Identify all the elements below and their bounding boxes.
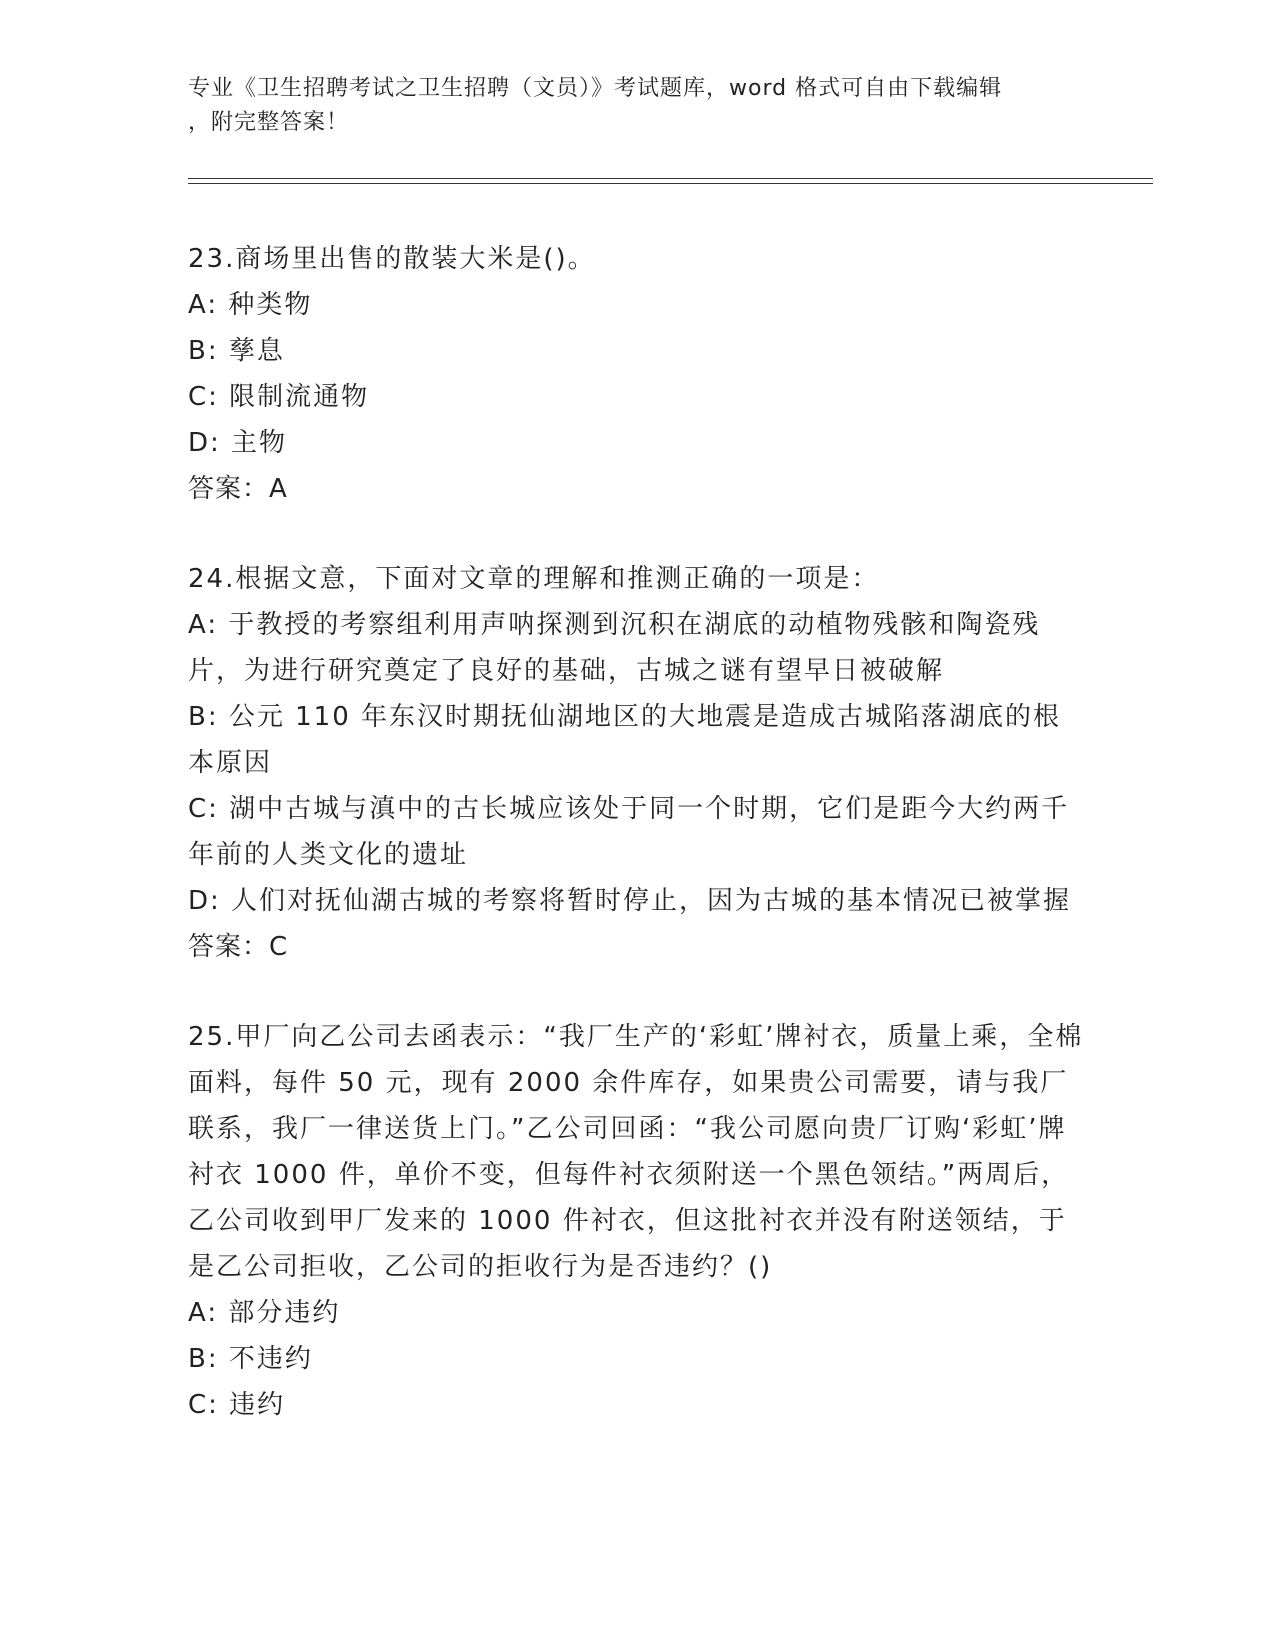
answer-label: 答案：	[188, 474, 270, 504]
answer-line	[188, 924, 1088, 970]
option-b: B: 不违约	[188, 1344, 313, 1374]
header-divider-top	[188, 178, 1153, 179]
header-line-2: ，附完整答案！	[188, 110, 350, 135]
answer-line	[188, 466, 1088, 512]
option-a: A: 部分违约	[188, 1298, 341, 1328]
header-line-1: 专业《卫生招聘考试之卫生招聘（文员）》考试题库，word 格式可自由下载编辑	[188, 76, 1003, 101]
document-header	[188, 72, 1068, 140]
option-b: B: 孳息	[188, 336, 285, 366]
option-c: C: 湖中古城与滇中的古长城应该处于同一个时期，它们是距今大约两千年前的人类文化的遗址	[188, 794, 1070, 870]
question-spacer	[188, 512, 1088, 556]
option-d: D: 人们对抚仙湖古城的考察将暂时停止，因为古城的基本情况已被掌握	[188, 886, 1072, 916]
question-list	[188, 236, 1088, 1428]
option-c: C: 限制流通物	[188, 382, 370, 412]
answer-value: A	[269, 474, 288, 504]
question-stem: 23.商场里出售的散装大米是()。	[188, 244, 596, 274]
option-a: A: 种类物	[188, 290, 313, 320]
question-24	[188, 556, 1088, 970]
question-stem: 25.甲厂向乙公司去函表示：“我厂生产的‘彩虹’牌衬衣，质量上乘，全棉面料，每件 50 元，现有 2000 余件库存，如果贵公司需要，请与我厂联系，我厂一律送货上门。”乙公司回函：“我公司愿向贵厂订购‘彩虹’牌衬衣 1000 件，单价不变，但每件衬衣须附送一个黑色领结。”两周后，乙公司收到甲厂发来的 1000 件衬衣，但这批衬衣并没有附送领结，于是乙公司拒收，乙公司的拒收行为是否违约？()	[188, 1022, 1084, 1282]
answer-value: C	[269, 932, 289, 962]
question-spacer	[188, 970, 1088, 1014]
option-c: C: 违约	[188, 1390, 286, 1420]
option-b: B: 公元 110 年东汉时期抚仙湖地区的大地震是造成古城陷落湖底的根本原因	[188, 702, 1062, 778]
answer-label: 答案：	[188, 932, 270, 962]
question-23	[188, 236, 1088, 512]
option-a: A: 于教授的考察组利用声呐探测到沉积在湖底的动植物残骸和陶瓷残片，为进行研究奠定了良好的基础，古城之谜有望早日被破解	[188, 610, 1041, 686]
question-stem: 24.根据文意，下面对文章的理解和推测正确的一项是：	[188, 564, 880, 594]
question-25	[188, 1014, 1088, 1428]
header-divider-bottom	[188, 183, 1153, 184]
option-d: D: 主物	[188, 428, 288, 458]
